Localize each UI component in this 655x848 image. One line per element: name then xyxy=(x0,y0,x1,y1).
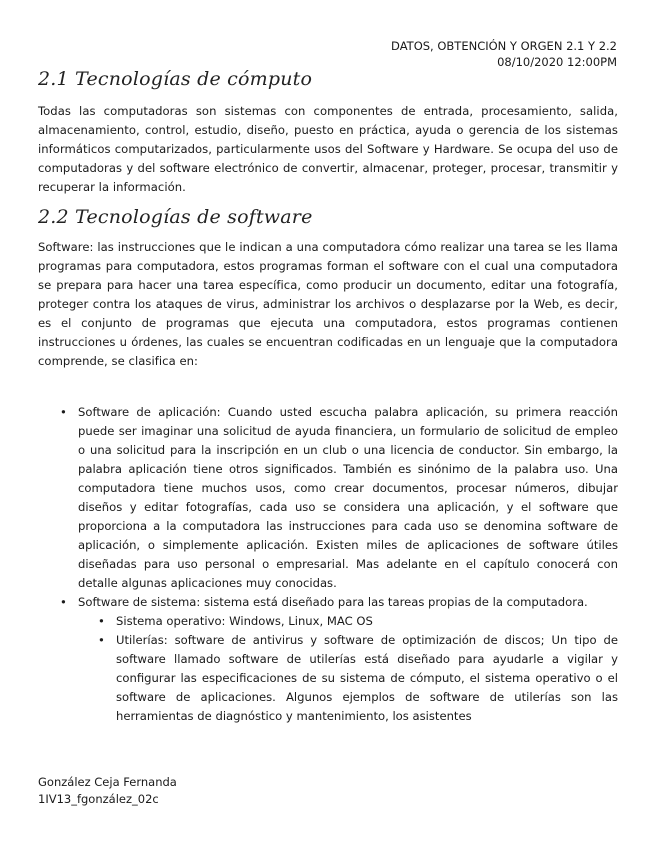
system-software-sublist xyxy=(38,612,618,726)
sublist-item-text: Utilerías: software de antivirus y software de optimización de discos; Un tipo de software llamado software de utilerías está diseñado para ayudarle a vigilar y configurar las especificaciones de su sistema de cómputo, el sistema operativo o el software de aplicaciones. Algunos ejemplos de software de utilerías son las herramientas de diagnóstico y mantenimiento, los asistentes xyxy=(116,633,618,723)
footer-group: 1IV13_fgonzález_02c xyxy=(38,792,159,806)
bullet-icon: • xyxy=(60,405,67,419)
section-1-paragraph: Todas las computadoras son sistemas con componentes de entrada, procesamiento, salida, almacenamiento, control, estudio, diseño, puesto en práctica, ayuda o gerencia de los sistemas informáticos computarizados, particularmente usos del Software y Hardware. Se ocupa del uso de computadoras y del software electrónico de convertir, almacenar, proteger, procesar, transmitir y recuperar la información. xyxy=(38,104,618,194)
header-title: DATOS, OBTENCIÓN Y ORGEN 2.1 Y 2.2 xyxy=(391,39,617,53)
bullet-icon: • xyxy=(98,614,105,628)
header-datetime: 08/10/2020 12:00PM xyxy=(497,55,617,69)
sublist-item-utilities xyxy=(38,631,618,726)
section-1-heading: 2.1 Tecnologías de cómputo xyxy=(38,68,313,90)
list-item-text: Software de sistema: sistema está diseñado para las tareas propias de la computadora. xyxy=(78,595,588,609)
list-item-text: Software de aplicación: Cuando usted escucha palabra aplicación, su primera reacción puede ser imaginar una solicitud de ayuda financiera, un formulario de solicitud de empleo o una solicitud para la inscripción en un club o una licencia de conductor. Sin embargo, la palabra aplicación tiene otros significados. También es sinónimo de la palabra uso. Una computadora tiene muchos usos, como crear documentos, procesar números, dibujar diseños y editar fotografías, cada uso se considera una aplicación, y el software que proporciona a la computadora las instrucciones para cada uso se denomina software de aplicación, o simplemente aplicación. Existen miles de aplicaciones de software útiles diseñadas para uso personal o empresarial. Mas adelante en el capítulo conocerá con detalle algunas aplicaciones muy conocidas. xyxy=(78,405,618,590)
list-item-system-software xyxy=(38,593,618,726)
section-2-heading: 2.2 Tecnologías de software xyxy=(38,206,313,228)
software-types-list xyxy=(38,403,618,726)
section-2-paragraph: Software: las instrucciones que le indican a una computadora cómo realizar una tarea se les llama programas para computadora, estos programas forman el software con el cual una computadora se prepara para hacer una tarea específica, como producir un documento, editar una fotografía, proteger contra los ataques de virus, administrar los archivos o desplazarse por la Web, es decir, es el conjunto de programas que ejecuta una computadora, estos programas contienen instrucciones u órdenes, las cuales se encuentran codificadas en un lenguaje que la computadora comprende, se clasifica en: xyxy=(38,240,618,368)
page-header xyxy=(391,38,617,70)
page-footer xyxy=(38,774,177,808)
sublist-item-operating-system xyxy=(38,612,618,631)
bullet-icon: • xyxy=(60,595,67,609)
list-item-application-software xyxy=(38,403,618,593)
bullet-icon: • xyxy=(98,633,105,647)
footer-author: González Ceja Fernanda xyxy=(38,775,177,789)
sublist-item-text: Sistema operativo: Windows, Linux, MAC OS xyxy=(116,614,373,628)
